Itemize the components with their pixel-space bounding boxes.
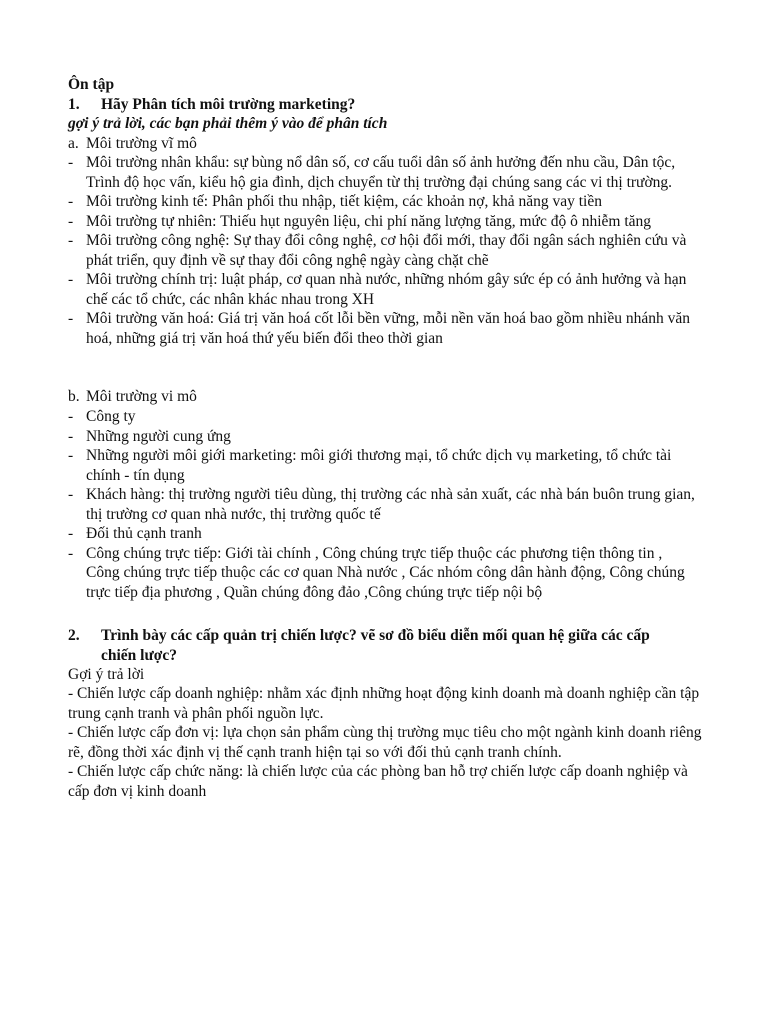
macro-environment-list [68, 153, 698, 348]
question-2-number: 2. [68, 627, 80, 644]
list-item: - Môi trường kinh tế: Phân phối thu nhập, tiết kiệm, các khoản nợ, khả năng vay tiền [68, 192, 698, 212]
question-2-heading [68, 626, 708, 665]
list-item: - Những người môi giới marketing: môi giới thương mại, tổ chức dịch vụ marketing, tổ chức tài chính - tín dụng [68, 446, 698, 485]
section-b-title: Môi trường vi mô [86, 388, 197, 405]
strategy-level-list [68, 684, 708, 801]
list-item: - Môi trường nhân khẩu: sự bùng nổ dân số, cơ cấu tuổi dân số ảnh hưởng đến nhu cầu, Dân tộc, Trình độ học vấn, kiểu hộ gia đình, dịch chuyển từ thị trường đại chúng sang các vi thị trường. [68, 153, 698, 192]
question-1-heading [68, 95, 708, 115]
section-a-heading [68, 134, 708, 154]
list-item: - Những người cung ứng [68, 427, 698, 447]
list-item: - Khách hàng: thị trường người tiêu dùng, thị trường các nhà sản xuất, các nhà bán buôn trung gian, thị trường cơ quan nhà nước, thị trường quốc tế [68, 485, 698, 524]
list-item: - Môi trường văn hoá: Giá trị văn hoá cốt lỗi bền vững, mỗi nền văn hoá bao gồm nhiều nhánh văn hoá, những giá trị văn hoá thứ yếu biến đổi theo thời gian [68, 309, 698, 348]
question-2-hint: Gợi ý trả lời [68, 666, 145, 683]
list-item: - Chiến lược cấp đơn vị: lựa chọn sản phẩm cùng thị trường mục tiêu cho một ngành kinh doanh riêng rẽ, đồng thời xác định vị thế cạnh tranh hiện tại so với đối thủ cạnh tranh chính. [68, 724, 702, 761]
list-item: - Đối thủ cạnh tranh [68, 524, 698, 544]
micro-environment-list [68, 407, 698, 602]
list-item: - Chiến lược cấp doanh nghiệp: nhằm xác định những hoạt động kinh doanh mà doanh nghiệp cần tập trung cạnh tranh và phân phối nguồn lực. [68, 685, 700, 722]
section-b-heading [68, 387, 708, 407]
list-item: - Chiến lược cấp chức năng: là chiến lược của các phòng ban hỗ trợ chiến lược cấp doanh nghiệp và cấp đơn vị kinh doanh [68, 763, 688, 800]
question-1-hint: gợi ý trả lời, các bạn phải thêm ý vào để phân tích [68, 115, 388, 132]
question-2-text: Trình bày các cấp quản trị chiến lược? vẽ sơ đồ biểu diễn mối quan hệ giữa các cấp chiến lược? [101, 627, 650, 664]
page-title: Ôn tập [68, 76, 115, 93]
section-b-label: b. [68, 388, 80, 405]
list-item: - Công chúng trực tiếp: Giới tài chính , Công chúng trực tiếp thuộc các phương tiện thông tin , Công chúng trực tiếp thuộc các cơ quan Nhà nước , Các nhóm công dân hành động, Công chúng trực tiếp địa phương , Quần chúng đông đảo ,Công chúng trực tiếp nội bộ [68, 544, 698, 603]
list-item: - Môi trường tự nhiên: Thiếu hụt nguyên liệu, chi phí năng lượng tăng, mức độ ô nhiễm tăng [68, 212, 698, 232]
section-a-label: a. [68, 135, 79, 152]
list-item: - Môi trường công nghệ: Sự thay đổi công nghệ, cơ hội đổi mới, thay đổi ngân sách nghiên cứu và phát triển, quy định về sự thay đổi công nghệ ngày càng chặt chẽ [68, 231, 698, 270]
question-1-number: 1. [68, 96, 80, 113]
section-a-title: Môi trường vĩ mô [86, 135, 197, 152]
list-item: - Môi trường chính trị: luật pháp, cơ quan nhà nước, những nhóm gây sức ép có ảnh hưởng và hạn chế các tổ chức, các nhân khác nhau trong XH [68, 270, 698, 309]
question-1-text: Hãy Phân tích môi trường marketing? [101, 96, 356, 113]
list-item: - Công ty [68, 407, 698, 427]
